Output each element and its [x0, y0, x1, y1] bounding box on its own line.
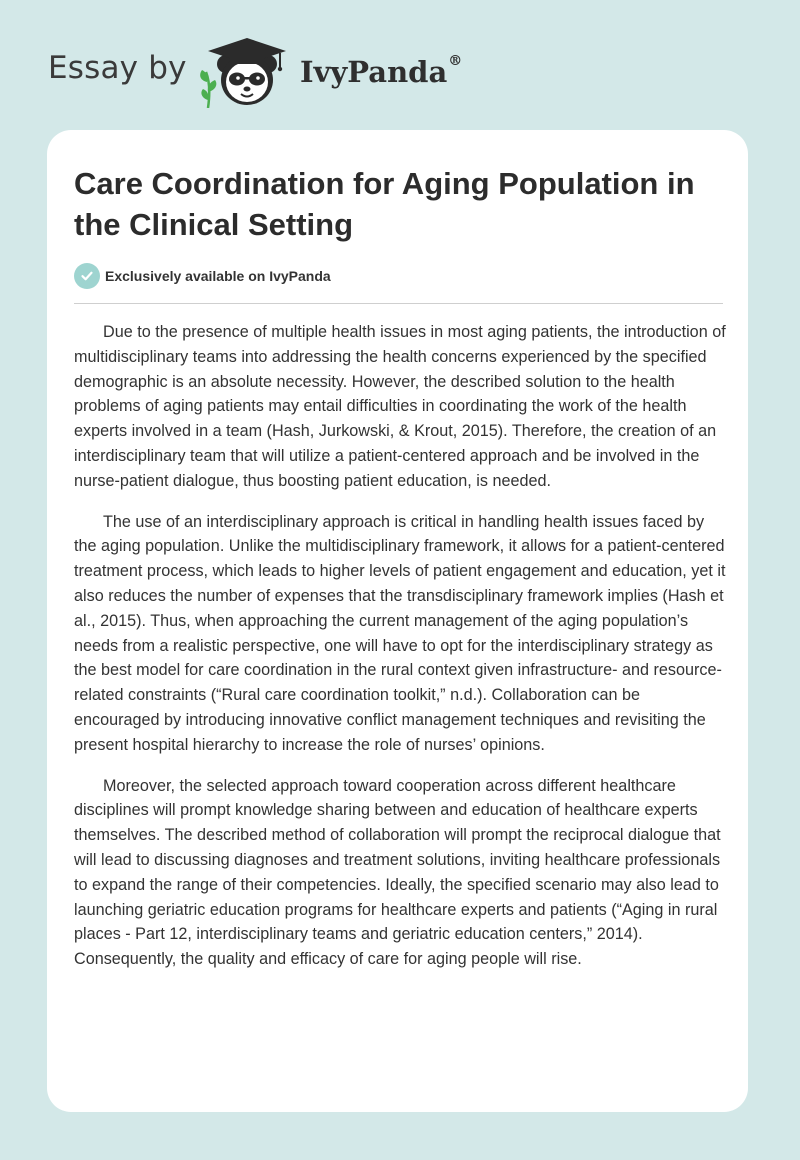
paragraph: Due to the presence of multiple health issues in most aging patients, the introduction of multidisciplinary teams into addressing the health concerns experienced by the specified demographic is an absolute necessity. However, the described solution to the health problems of aging patients may entail difficulties in coordinating the work of the health experts involved in a team (Hash, Jurkowski, & Krout, 2015). Therefore, the creation of an interdisciplinary team that will utilize a patient-centered approach and be involved in the nurse-patient dialogue, thus boosting patient education, is needed. — [74, 323, 726, 490]
essay-body — [74, 320, 726, 988]
essay-card — [47, 130, 748, 1112]
paragraph: Moreover, the selected approach toward cooperation across different healthcare disciplines will prompt knowledge sharing between and education of healthcare experts themselves. The described method of collaboration will prompt the reciprocal dialogue that will lead to discussing diagnoses and treatment solutions, inviting healthcare professionals to expand the range of their competencies. Ideally, the specified scenario may also lead to launching geriatric education programs for healthcare experts and patients (“Aging in rural places - Part 12, interdisciplinary teams and geriatric education centers,” 2014). Consequently, the quality and efficacy of care for aging people will rise. — [74, 776, 721, 969]
registered-mark: ® — [448, 53, 463, 69]
exclusive-badge — [74, 263, 331, 289]
brand-name: IvyPanda — [300, 55, 448, 89]
brand-wordmark[interactable] — [300, 55, 462, 89]
badge-text: Exclusively available on IvyPanda — [105, 268, 331, 284]
paragraph: The use of an interdisciplinary approach is critical in handling health issues faced by the aging population. Unlike the multidisciplinary framework, it allows for a patient-centered treatment process, which leads to higher levels of patient engagement and education, yet it also reduces the number of expenses that the transdisciplinary framework implies (Hash et al., 2015). Thus, when approaching the current management of the aging population’s needs from a realistic perspective, one will have to opt for the interdisciplinary strategy as the best model for care coordination in the rural context given infrastructure- and resource-related constraints (“Rural care coordination toolkit,” n.d.). Collaboration can be encouraged by introducing innovative conflict management techniques and revisiting the present hospital hierarchy to increase the role of nurses’ opinions. — [74, 512, 726, 754]
check-circle-icon — [74, 263, 100, 289]
panda-graduate-logo-icon[interactable] — [200, 34, 296, 108]
divider — [74, 303, 723, 304]
essay-title: Care Coordination for Aging Population in the Clinical Setting — [74, 166, 695, 242]
site-header — [0, 0, 800, 130]
essay-by-label: Essay by — [48, 50, 187, 86]
leaf-icon — [200, 70, 216, 108]
